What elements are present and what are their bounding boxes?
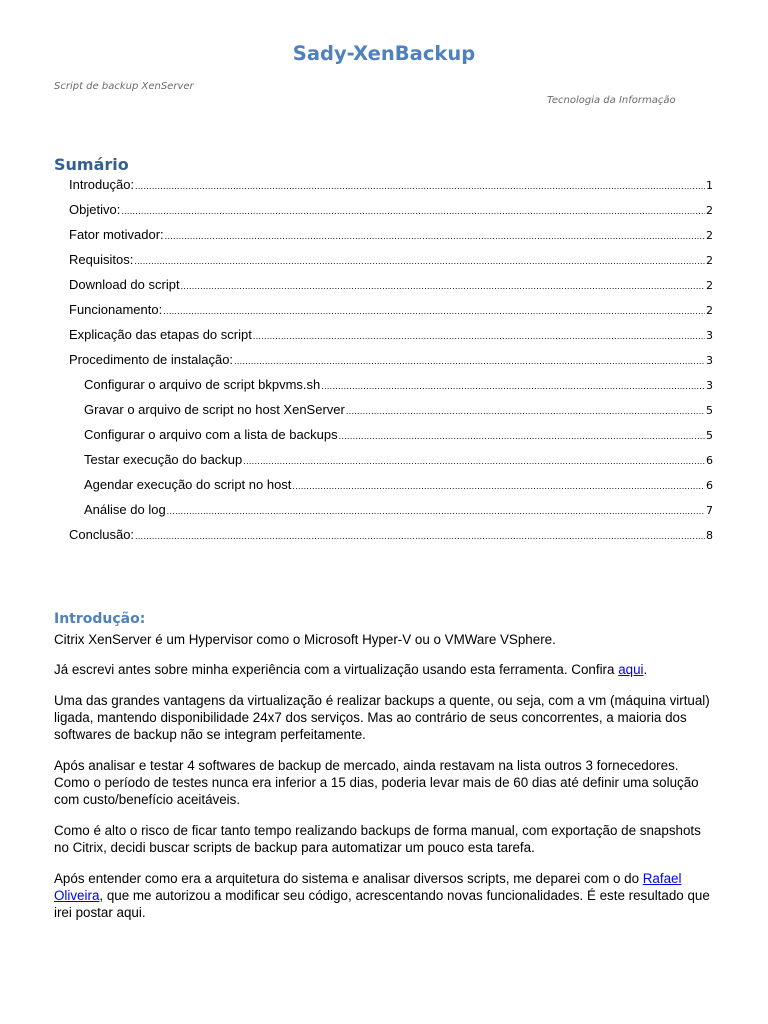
toc-entry-label: Explicação das etapas do script (69, 327, 252, 342)
toc-leader-dots (135, 181, 705, 191)
toc-leader-dots (121, 206, 705, 216)
toc-entry-page: 5 (706, 429, 713, 442)
toc-entry-label: Funcionamento: (69, 302, 163, 317)
toc-entry-label: Gravar o arquivo de script no host XenServer (84, 402, 345, 417)
toc-entry-label: Análise do log (84, 502, 166, 517)
toc-leader-dots (135, 531, 705, 541)
toc-entry-page: 6 (706, 479, 713, 492)
toc-entry[interactable] (69, 327, 713, 347)
paragraph: Como é alto o risco de ficar tanto tempo realizando backups de forma manual, com exportação de snapshots no Citrix, decidi buscar scripts de backup para automatizar um pouco esta tarefa. (54, 823, 701, 855)
toc-leader-dots (181, 281, 705, 291)
header-right: Tecnologia da Informação (547, 95, 676, 106)
toc-entry-label: Testar execução do backup (84, 452, 243, 467)
toc-entry-label: Configurar o arquivo de script bkpvms.sh (84, 377, 321, 392)
toc-entry-page: 2 (706, 229, 713, 242)
toc-entry[interactable] (69, 202, 713, 222)
toc-entry[interactable] (69, 177, 713, 197)
toc-entry-page: 2 (706, 204, 713, 217)
toc-leader-dots (165, 231, 705, 241)
paragraph: Uma das grandes vantagens da virtualização é realizar backups a quente, ou seja, com a vm (máquina virtual) ligada, mantendo disponibilidade 24x7 dos serviços. Mas ao contrário de seus concorrentes, a maioria dos softwares de backup não se integram perfeitamente. (54, 693, 710, 742)
toc-subentry[interactable] (84, 377, 713, 397)
toc-leader-dots (346, 406, 705, 416)
header-left: Script de backup XenServer (54, 81, 194, 92)
aqui-link[interactable]: aqui (618, 662, 644, 677)
toc-entry-page: 3 (706, 329, 713, 342)
toc-leader-dots (339, 431, 705, 441)
toc-entry-page: 6 (706, 454, 713, 467)
toc-entry-label: Requisitos: (69, 252, 134, 267)
toc-entry-page: 2 (706, 304, 713, 317)
toc-entry-page: 3 (706, 354, 713, 367)
toc-entry[interactable] (69, 227, 713, 247)
toc-entry-label: Objetivo: (69, 202, 121, 217)
toc-leader-dots (292, 481, 705, 491)
toc-entry[interactable] (69, 302, 713, 322)
toc-subentry[interactable] (84, 402, 713, 422)
toc-entry-page: 2 (706, 254, 713, 267)
toc-entry-label: Introdução: (69, 177, 135, 192)
toc-entry[interactable] (69, 352, 713, 372)
toc-entry-label: Fator motivador: (69, 227, 164, 242)
toc-leader-dots (234, 356, 705, 366)
paragraph: Citrix XenServer é um Hypervisor como o Microsoft Hyper-V ou o VMWare VSphere. (54, 632, 556, 647)
toc-entry-page: 5 (706, 404, 713, 417)
toc-entry-page: 1 (706, 179, 713, 192)
toc-entry-page: 7 (706, 504, 713, 517)
toc-leader-dots (321, 381, 705, 391)
toc-entry-label: Agendar execução do script no host (84, 477, 292, 492)
toc-entry-label: Conclusão: (69, 527, 135, 542)
section-heading-introducao: Introdução: (54, 611, 146, 627)
toc-subentry[interactable] (84, 452, 713, 472)
toc-entry-label: Configurar o arquivo com a lista de backups (84, 427, 338, 442)
toc-entry-page: 2 (706, 279, 713, 292)
document-title: Sady-XenBackup (292, 42, 476, 65)
toc-leader-dots (167, 506, 705, 516)
toc-entry-label: Download do script (69, 277, 180, 292)
rafael-oliveira-link[interactable]: Rafael Oliveira (54, 871, 682, 903)
paragraph-text: Já escrevi antes sobre minha experiência com a virtualização usando esta ferramenta. Confira (54, 662, 619, 677)
paragraph: Após analisar e testar 4 softwares de backup de mercado, ainda restavam na lista outros 3 fornecedores. Como o período de testes nunca era inferior a 15 dias, poderia levar mais de 60 dias até definir uma solução com custo/benefício aceitáveis. (54, 758, 699, 807)
toc-entry-label: Procedimento de instalação: (69, 352, 234, 367)
toc-entry[interactable] (69, 252, 713, 272)
paragraph-text: , que me autorizou a modificar seu código, acrescentando novas funcionalidades. É este resultado que irei postar aqui. (54, 888, 710, 920)
toc-entry-page: 8 (706, 529, 713, 542)
toc-leader-dots (163, 306, 705, 316)
paragraph (54, 661, 714, 678)
paragraph-text: Após entender como era a arquitetura do sistema e analisar diversos scripts, me deparei com o do (54, 871, 643, 886)
toc-leader-dots (253, 331, 705, 341)
toc-leader-dots (134, 256, 705, 266)
toc-subentry[interactable] (84, 477, 713, 497)
toc-entry[interactable] (69, 277, 713, 297)
toc-subentry[interactable] (84, 502, 713, 522)
paragraph (54, 870, 714, 921)
toc-subentry[interactable] (84, 427, 713, 447)
toc-heading: Sumário (54, 155, 129, 174)
toc-entry[interactable] (69, 527, 713, 547)
paragraph-text: . (643, 662, 648, 677)
toc-entry-page: 3 (706, 379, 713, 392)
toc-leader-dots (243, 456, 705, 466)
